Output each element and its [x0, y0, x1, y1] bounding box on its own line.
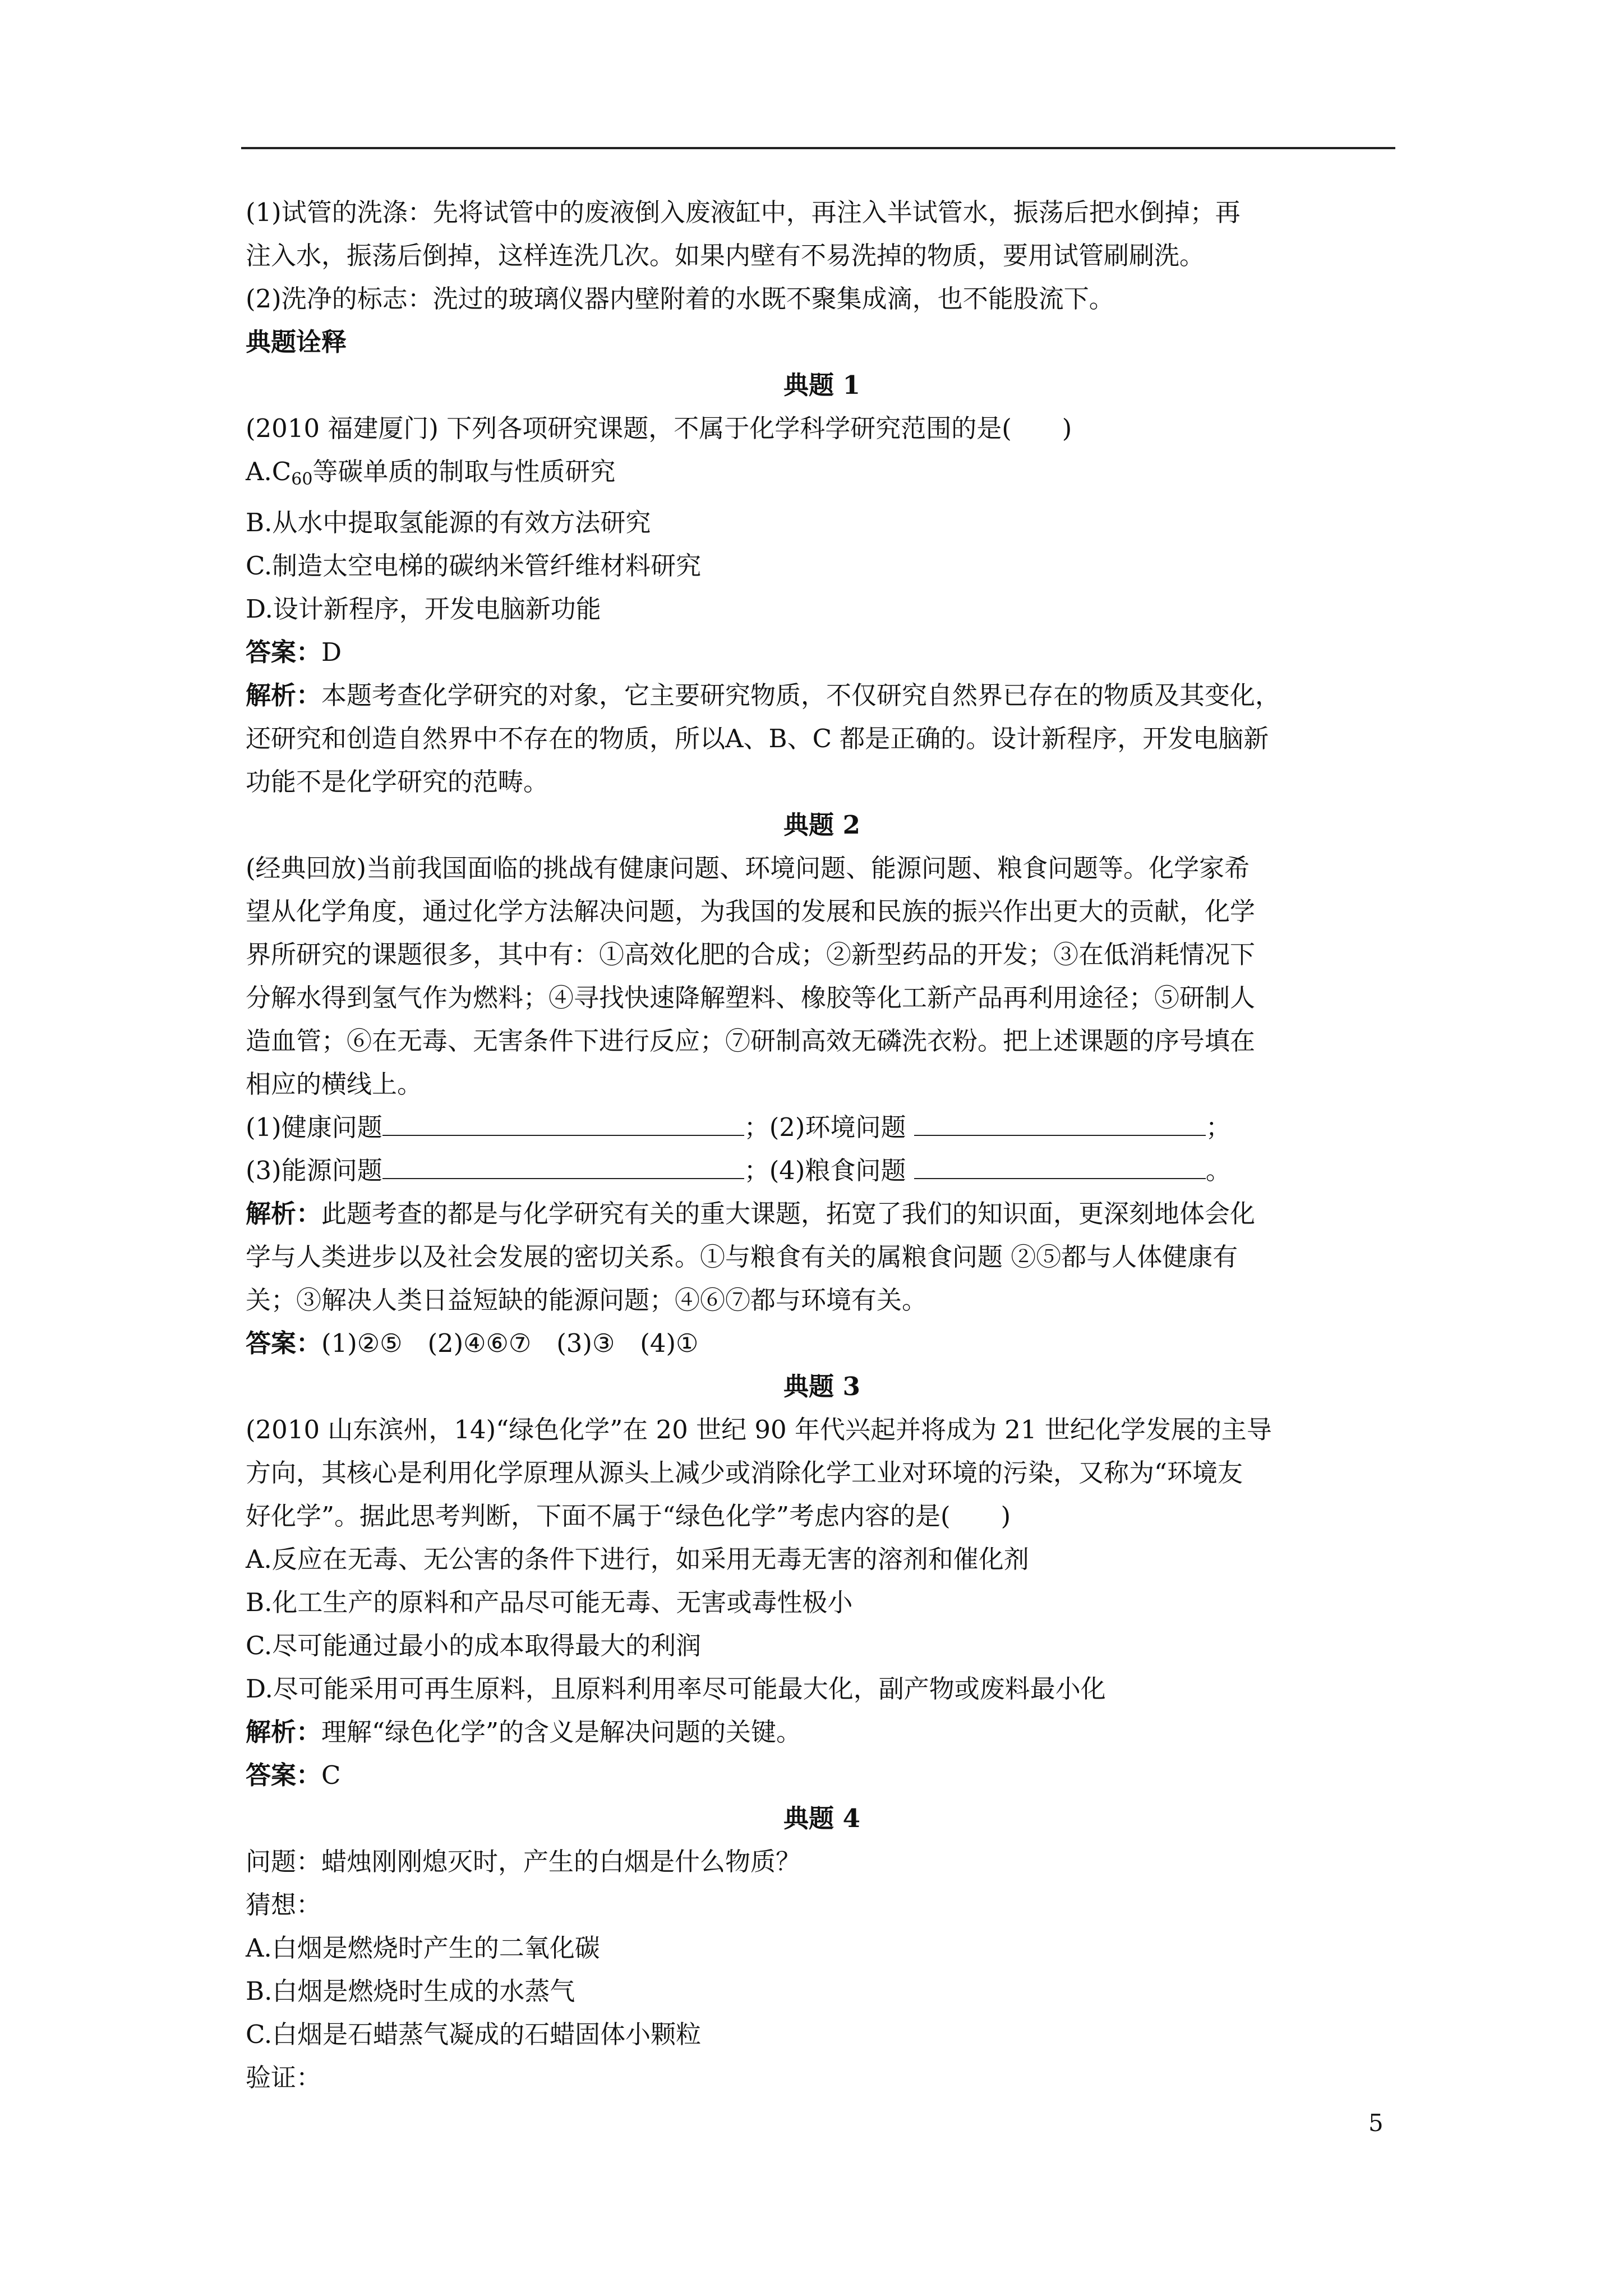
fill-end: ； [1205, 1112, 1231, 1142]
question-4-verify: 验证： [246, 2063, 322, 2092]
fill-end: 。 [1205, 1156, 1231, 1185]
question-2-analysis-line: 学与人类进步以及社会发展的密切关系。①与粮食有关的属粮食问题 ②⑤都与人体健康有 [246, 1242, 1238, 1272]
answer-label: 答案： [246, 1328, 322, 1358]
option-a-text: 等碳单质的制取与性质研究 [312, 457, 616, 486]
fill-blank-food[interactable] [914, 1156, 1206, 1179]
question-4-title: 典题 4 [783, 1803, 860, 1833]
question-3-title: 典题 3 [783, 1372, 860, 1401]
question-3-option-c: C.尽可能通过最小的成本取得最大的利润 [246, 1631, 702, 1660]
fill-blank-energy[interactable] [382, 1156, 744, 1179]
answer-value: C [321, 1760, 341, 1790]
question-2-analysis [246, 1192, 1398, 1235]
answer-value: D [321, 637, 342, 667]
answer-label: 答案： [246, 637, 322, 667]
fill-label-environment: ；(2)环境问题 [744, 1112, 914, 1142]
question-2-title: 典题 2 [783, 810, 860, 840]
question-3-analysis [246, 1710, 1398, 1754]
question-2-stem: 相应的横线上。 [246, 1069, 423, 1099]
question-3-stem: 好化学”。据此思考判断，下面不属于“绿色化学”考虑内容的是( ) [246, 1501, 1011, 1531]
question-2-fill-row [246, 1149, 1398, 1192]
question-4-option-c: C.白烟是石蜡蒸气凝成的石蜡固体小颗粒 [246, 2019, 702, 2049]
intro-line: 注入水，振荡后倒掉，这样连洗几次。如果内壁有不易洗掉的物质，要用试管刷刷洗。 [246, 241, 1205, 270]
question-2-fill-row [246, 1106, 1398, 1149]
fill-label-health: (1)健康问题 [246, 1112, 382, 1142]
question-3-answer [246, 1754, 1398, 1797]
question-2-stem: 望从化学角度，通过化学方法解决问题，为我国的发展和民族的振兴作出更大的贡献，化学 [246, 896, 1256, 926]
question-3-stem: (2010 山东滨州，14)“绿色化学”在 20 世纪 90 年代兴起并将成为 21 世纪化学发展的主导 [246, 1415, 1272, 1444]
analysis-text: 理解“绿色化学”的含义是解决问题的关键。 [321, 1717, 802, 1747]
question-1-stem: (2010 福建厦门) 下列各项研究课题，不属于化学科学研究范围的是( ) [246, 413, 1072, 443]
question-4-question: 问题：蜡烛刚刚熄灭时，产生的白烟是什么物质？ [246, 1847, 801, 1876]
document-body [246, 191, 1398, 2099]
question-2-stem: 界所研究的课题很多，其中有：①高效化肥的合成；②新型药品的开发；③在低消耗情况下 [246, 940, 1256, 969]
question-2-stem: 造血管；⑥在无毒、无害条件下进行反应；⑦研制高效无磷洗衣粉。把上述课题的序号填在 [246, 1026, 1256, 1056]
question-1-option-a [246, 450, 1398, 501]
page-number: 5 [1368, 2109, 1384, 2137]
question-4-option-b: B.白烟是燃烧时生成的水蒸气 [246, 1976, 575, 2006]
question-1-analysis-line: 功能不是化学研究的范畴。 [246, 767, 549, 797]
question-3-stem: 方向，其核心是利用化学原理从源头上减少或消除化学工业对环境的污染，又称为“环境友 [246, 1458, 1243, 1488]
intro-line: (1)试管的洗涤：先将试管中的废液倒入废液缸中，再注入半试管水，振荡后把水倒掉；再 [246, 197, 1241, 227]
question-2-stem: 分解水得到氢气作为燃料；④寻找快速降解塑料、橡胶等化工新产品再利用途径；⑤研制人 [246, 983, 1256, 1013]
intro-line: (2)洗净的标志：洗过的玻璃仪器内壁附着的水既不聚集成滴，也不能股流下。 [246, 284, 1114, 314]
question-2-answer [246, 1322, 1398, 1365]
question-1-option-d: D.设计新程序，开发电脑新功能 [246, 594, 601, 624]
fill-label-energy: (3)能源问题 [246, 1156, 382, 1185]
analysis-text: 此题考查的都是与化学研究有关的重大课题，拓宽了我们的知识面，更深刻地体会化 [321, 1199, 1256, 1228]
question-3-option-d: D.尽可能采用可再生原料，且原料利用率尽可能最大化，副产物或废料最小化 [246, 1674, 1106, 1704]
question-1-option-c: C.制造太空电梯的碳纳米管纤维材料研究 [246, 551, 702, 581]
analysis-label: 解析： [246, 1199, 322, 1228]
answer-label: 答案： [246, 1760, 322, 1790]
question-3-option-a: A.反应在无毒、无公害的条件下进行，如采用无毒无害的溶剂和催化剂 [246, 1544, 1029, 1574]
analysis-text: 本题考查化学研究的对象，它主要研究物质，不仅研究自然界已存在的物质及其变化， [321, 680, 1281, 710]
section-title: 典题诠释 [246, 327, 347, 357]
question-2-analysis-line: 关；③解决人类日益短缺的能源问题；④⑥⑦都与环境有关。 [246, 1285, 928, 1315]
question-4-guess: 猜想： [246, 1890, 322, 1920]
fill-blank-health[interactable] [382, 1112, 744, 1136]
answer-value: (1)②⑤ (2)④⑥⑦ (3)③ (4)① [321, 1328, 699, 1358]
question-1-answer [246, 631, 1398, 674]
question-1-analysis-line: 还研究和创造自然界中不存在的物质，所以A、B、C 都是正确的。设计新程序，开发电脑新 [246, 724, 1269, 753]
analysis-label: 解析： [246, 1717, 322, 1747]
question-4-option-a: A.白烟是燃烧时产生的二氧化碳 [246, 1933, 600, 1963]
question-2-stem: (经典回放)当前我国面临的挑战有健康问题、环境问题、能源问题、粮食问题等。化学家希 [246, 853, 1250, 883]
question-1-analysis [246, 674, 1398, 717]
question-1-option-b: B.从水中提取氢能源的有效方法研究 [246, 508, 651, 537]
option-a-subscript: 60 [291, 470, 313, 489]
fill-label-food: ；(4)粮食问题 [744, 1156, 914, 1185]
fill-blank-environment[interactable] [914, 1112, 1206, 1136]
question-3-option-b: B.化工生产的原料和产品尽可能无毒、无害或毒性极小 [246, 1588, 853, 1617]
analysis-label: 解析： [246, 680, 322, 710]
question-1-title: 典题 1 [783, 370, 860, 400]
option-a-prefix: A.C [246, 457, 292, 486]
header-rule [241, 147, 1395, 149]
